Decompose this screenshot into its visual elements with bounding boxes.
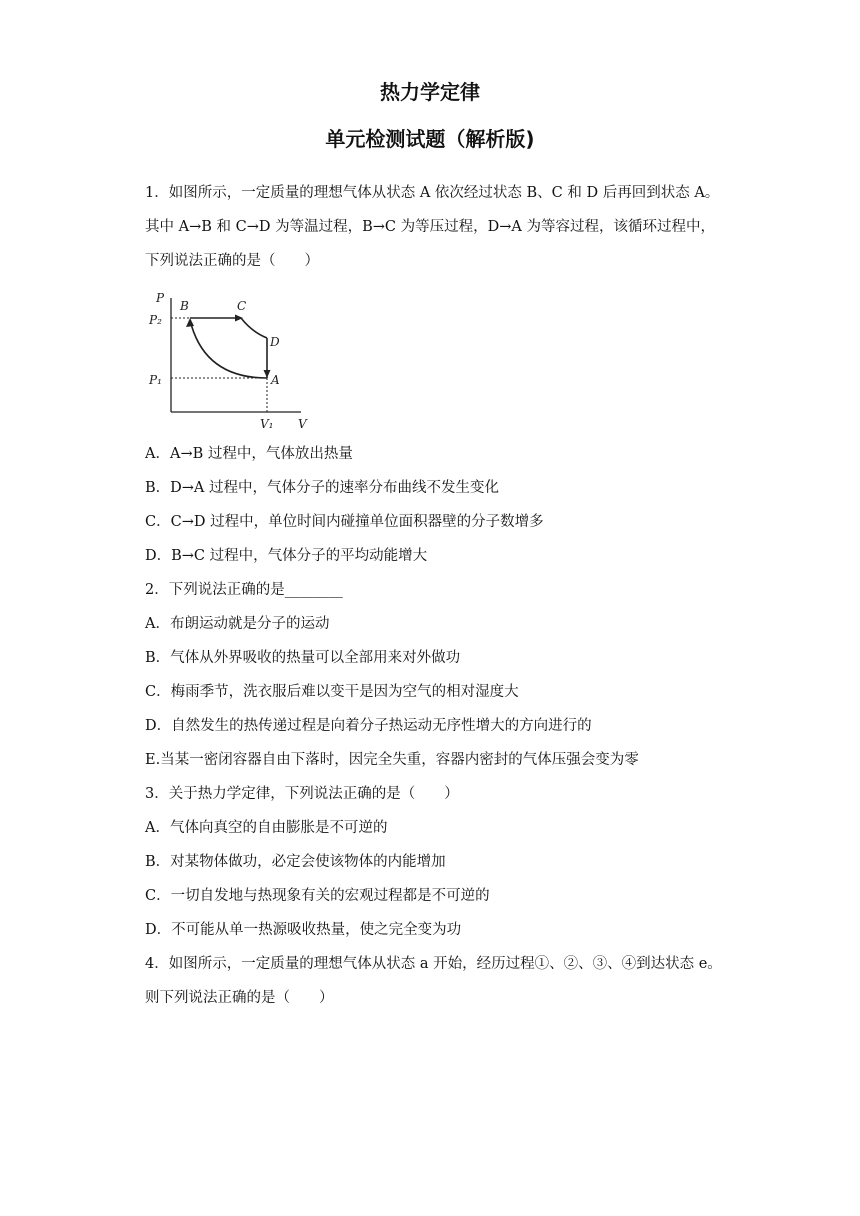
- q4-stem-line1: 4．如图所示，一定质量的理想气体从状态 a 开始，经历过程①、②、③、④到达状态 e。: [145, 956, 722, 972]
- p2-label: P₂: [149, 313, 162, 327]
- q1-option-c: C．C→D 过程中，单位时间内碰撞单位面积器壁的分子数增多: [145, 514, 544, 530]
- pv-cycle-diagram: [146, 288, 316, 433]
- v1-label: V₁: [260, 417, 274, 431]
- q3-option-b: B．对某物体做功，必定会使该物体的内能增加: [145, 854, 446, 870]
- q3-option-a: A．气体向真空的自由膨胀是不可逆的: [145, 820, 388, 836]
- q4-stem-line2: 则下列说法正确的是（ ）: [145, 990, 334, 1006]
- q2-option-e: E.当某一密闭容器自由下落时，因完全失重，容器内密封的气体压强会变为零: [145, 752, 639, 768]
- q1-option-b: B．D→A 过程中，气体分子的速率分布曲线不发生变化: [145, 480, 500, 496]
- state-d-label: D: [270, 335, 280, 349]
- state-a-label: A: [271, 373, 280, 387]
- q2-stem: 2．下列说法正确的是________: [145, 582, 343, 598]
- q3-option-d: D．不可能从单一热源吸收热量，使之完全变为功: [145, 922, 462, 938]
- document-subtitle: 单元检测试题（解析版): [325, 127, 535, 151]
- v-axis-label: V: [298, 417, 307, 431]
- p1-label: P₁: [149, 373, 162, 387]
- q1-stem-line3: 下列说法正确的是（ ）: [145, 253, 319, 269]
- q2-option-c: C．梅雨季节，洗衣服后难以变干是因为空气的相对湿度大: [145, 684, 519, 700]
- q1-stem-line1: 1．如图所示，一定质量的理想气体从状态 A 依次经过状态 B、C 和 D 后再回到状态 A。: [145, 185, 720, 201]
- q3-stem: 3．关于热力学定律，下列说法正确的是（ ）: [145, 786, 459, 802]
- q1-stem-line2: 其中 A→B 和 C→D 为等温过程，B→C 为等压过程，D→A 为等容过程，该循环过程中，: [145, 219, 715, 235]
- q2-option-a: A．布朗运动就是分子的运动: [145, 616, 330, 632]
- state-c-label: C: [237, 299, 247, 313]
- process-a-b: [190, 320, 267, 378]
- p-axis-label: P: [156, 291, 165, 305]
- q1-option-a: A．A→B 过程中，气体放出热量: [145, 446, 353, 462]
- q2-option-d: D．自然发生的热传递过程是向着分子热运动无序性增大的方向进行的: [145, 718, 592, 734]
- q3-option-c: C．一切自发地与热现象有关的宏观过程都是不可逆的: [145, 888, 490, 904]
- document-title: 热力学定律: [380, 80, 480, 104]
- state-b-label: B: [180, 299, 189, 313]
- q2-option-b: B．气体从外界吸收的热量可以全部用来对外做功: [145, 650, 461, 666]
- process-c-d: [241, 318, 267, 338]
- q1-option-d: D．B→C 过程中，气体分子的平均动能增大: [145, 548, 428, 564]
